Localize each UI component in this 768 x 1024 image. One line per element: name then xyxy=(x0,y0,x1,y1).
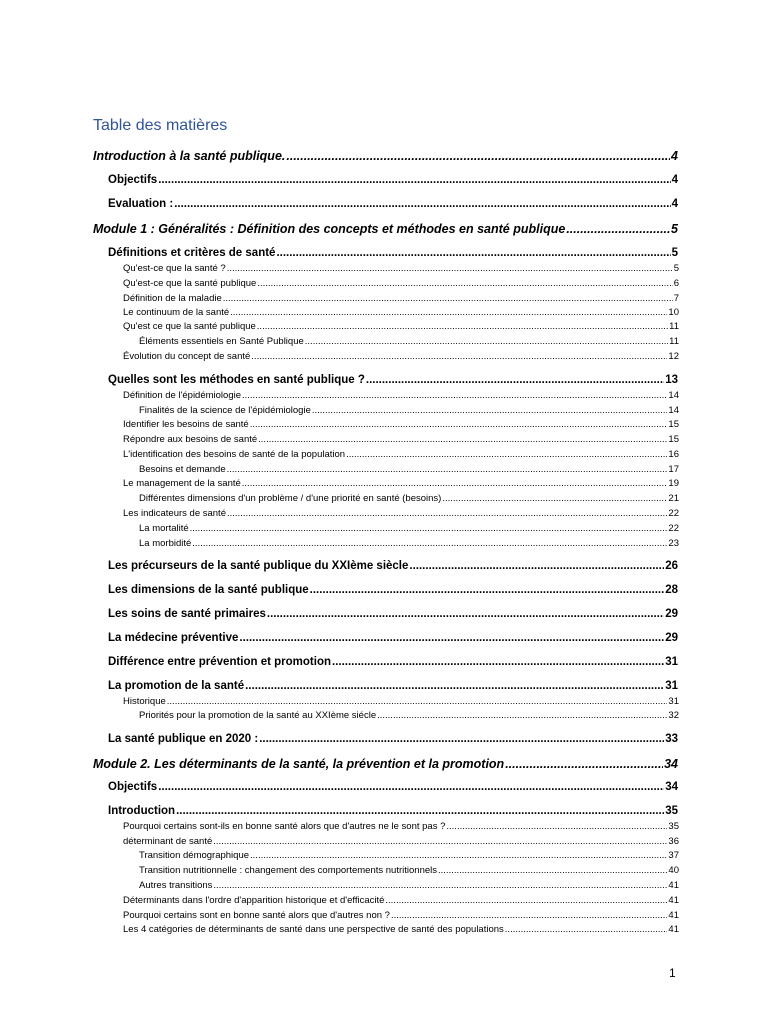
toc-entry[interactable] xyxy=(139,464,679,475)
toc-entry-title: La médecine préventive xyxy=(108,632,239,644)
toc-dot-leader xyxy=(346,449,667,460)
toc-dot-leader xyxy=(174,198,670,210)
toc-dot-leader xyxy=(409,560,664,572)
toc-entry-page: 15 xyxy=(668,419,679,430)
toc-entry[interactable] xyxy=(108,680,678,692)
toc-dot-leader xyxy=(213,836,667,847)
toc-dot-leader xyxy=(258,434,667,445)
toc-entry-title: Qu'est ce que la santé publique xyxy=(123,321,256,332)
toc-entry-page: 41 xyxy=(668,880,679,891)
toc-entry-page: 14 xyxy=(668,390,679,401)
toc-entry[interactable] xyxy=(108,560,678,572)
toc-entry-page: 5 xyxy=(671,247,678,259)
toc-entry[interactable] xyxy=(123,924,679,935)
toc-entry[interactable] xyxy=(123,478,679,489)
toc-dot-leader xyxy=(385,895,667,906)
toc-entry[interactable] xyxy=(108,247,678,259)
toc-entry-page: 15 xyxy=(668,434,679,445)
toc-entry[interactable] xyxy=(108,733,678,745)
toc-entry-title: Quelles sont les méthodes en santé publique ? xyxy=(108,374,365,386)
toc-dot-leader xyxy=(242,390,667,401)
toc-entry-title: Module 2. Les déterminants de la santé, la prévention et la promotion xyxy=(93,757,505,771)
toc-entry-title: Les précurseurs de la santé publique du XXIème siècle xyxy=(108,560,409,572)
toc-entry-title: Définition de l'épidémiologie xyxy=(123,390,241,401)
toc-dot-leader xyxy=(242,478,668,489)
toc-entry[interactable] xyxy=(139,880,679,891)
toc-dot-leader xyxy=(366,374,664,386)
toc-entry-title: La promotion de la santé xyxy=(108,680,245,692)
toc-dot-leader xyxy=(438,865,667,876)
toc-entry-page: 31 xyxy=(665,680,678,692)
toc-entry[interactable] xyxy=(123,278,679,289)
toc-entry[interactable] xyxy=(139,538,679,549)
toc-entry[interactable] xyxy=(139,493,679,504)
toc-entry[interactable] xyxy=(108,198,678,210)
toc-entry-page: 41 xyxy=(668,895,679,906)
toc-entry-page: 11 xyxy=(669,336,679,347)
toc-entry-title: Evaluation : xyxy=(108,198,174,210)
toc-entry[interactable] xyxy=(123,390,679,401)
toc-entry-title: Les dimensions de la santé publique xyxy=(108,584,309,596)
toc-dot-leader xyxy=(250,850,667,861)
toc-entry[interactable] xyxy=(123,307,679,318)
toc-entry-title: Qu'est-ce que la santé ? xyxy=(123,263,226,274)
toc-entry[interactable] xyxy=(139,710,679,721)
toc-title: Table des matières xyxy=(93,117,228,134)
toc-entry-page: 22 xyxy=(668,508,679,519)
toc-entry-title: Introduction xyxy=(108,805,176,817)
toc-entry-title: Pourquoi certains sont-ils en bonne santé alors que d'autres ne le sont pas ? xyxy=(123,821,446,832)
toc-entry[interactable] xyxy=(123,321,679,332)
toc-entry-title: Définitions et critères de santé xyxy=(108,247,276,259)
toc-entry[interactable] xyxy=(108,656,678,668)
toc-entry-title: Le continuum de la santé xyxy=(123,307,230,318)
toc-entry-title: Objectifs xyxy=(108,781,158,793)
toc-entry-page: 34 xyxy=(664,757,678,771)
toc-dot-leader xyxy=(227,508,667,519)
toc-entry-page: 41 xyxy=(668,924,679,935)
toc-entry-title: Module 1 : Généralités : Définition des concepts et méthodes en santé publique xyxy=(93,222,566,236)
toc-entry[interactable] xyxy=(123,293,679,304)
toc-entry-page: 29 xyxy=(665,632,678,644)
toc-entry-page: 17 xyxy=(668,464,679,475)
toc-dot-leader xyxy=(257,321,668,332)
toc-dot-leader xyxy=(251,351,667,362)
toc-entry[interactable] xyxy=(139,523,679,534)
toc-dot-leader xyxy=(158,781,664,793)
toc-entry[interactable] xyxy=(93,757,678,771)
toc-entry-title: Les soins de santé primaires xyxy=(108,608,266,620)
toc-entry-page: 35 xyxy=(668,821,679,832)
toc-dot-leader xyxy=(250,419,668,430)
toc-entry-page: 31 xyxy=(668,696,679,707)
toc-entry-page: 6 xyxy=(673,278,679,289)
toc-entry-title: Éléments essentiels en Santé Publique xyxy=(139,336,304,347)
toc-entry[interactable] xyxy=(108,805,678,817)
toc-entry[interactable] xyxy=(139,405,679,416)
toc-dot-leader xyxy=(239,632,664,644)
toc-entry-title: Priorités pour la promotion de la santé au XXIème siécle xyxy=(139,710,377,721)
toc-entry-page: 22 xyxy=(668,523,679,534)
toc-entry[interactable] xyxy=(123,821,679,832)
toc-dot-leader xyxy=(227,263,673,274)
toc-entry[interactable] xyxy=(139,865,679,876)
toc-dot-leader xyxy=(505,757,663,771)
toc-entry-page: 28 xyxy=(665,584,678,596)
toc-entry[interactable] xyxy=(123,836,679,847)
toc-entry-title: Historique xyxy=(123,696,166,707)
toc-dot-leader xyxy=(286,149,670,163)
toc-entry-title: Évolution du concept de santé xyxy=(123,351,251,362)
toc-entry-title: Transition nutritionnelle : changement des comportements nutritionnels xyxy=(139,865,438,876)
toc-entry[interactable] xyxy=(108,374,678,386)
toc-dot-leader xyxy=(312,405,668,416)
toc-entry-page: 35 xyxy=(665,805,678,817)
toc-dot-leader xyxy=(167,696,668,707)
toc-entry-title: Déterminants dans l'ordre d'apparition historique et d'efficacité xyxy=(123,895,385,906)
toc-entry-page: 41 xyxy=(668,910,679,921)
toc-entry-page: 33 xyxy=(665,733,678,745)
toc-entry[interactable] xyxy=(108,781,678,793)
toc-entry-page: 11 xyxy=(669,321,679,332)
toc-dot-leader xyxy=(245,680,664,692)
toc-dot-leader xyxy=(391,910,667,921)
toc-entry[interactable] xyxy=(123,263,679,274)
toc-dot-leader xyxy=(446,821,667,832)
toc-entry-page: 16 xyxy=(668,449,679,460)
toc-entry-title: Différence entre prévention et promotion xyxy=(108,656,332,668)
toc-entry-title: Pourquoi certains sont en bonne santé alors que d'autres non ? xyxy=(123,910,390,921)
toc-entry-title: La santé publique en 2020 : xyxy=(108,733,259,745)
toc-entry-page: 12 xyxy=(668,351,679,362)
toc-entry-title: Transition démographique xyxy=(139,850,250,861)
toc-entry-page: 21 xyxy=(668,493,679,504)
toc-entry[interactable] xyxy=(123,508,679,519)
toc-dot-leader xyxy=(377,710,667,721)
toc-entry[interactable] xyxy=(108,632,678,644)
toc-dot-leader xyxy=(305,336,668,347)
toc-dot-leader xyxy=(566,222,670,236)
toc-entry[interactable] xyxy=(123,449,679,460)
toc-entry-page: 7 xyxy=(673,293,679,304)
toc-entry-page: 26 xyxy=(665,560,678,572)
toc-entry[interactable] xyxy=(123,696,679,707)
toc-entry[interactable] xyxy=(108,608,678,620)
toc-entry-title: Objectifs xyxy=(108,174,158,186)
toc-entry-title: Le management de la santé xyxy=(123,478,241,489)
toc-entry-title: L'identification des besoins de santé de la population xyxy=(123,449,346,460)
toc-dot-leader xyxy=(176,805,664,817)
toc-dot-leader xyxy=(227,464,668,475)
toc-dot-leader xyxy=(259,733,664,745)
toc-entry-title: Autres transitions xyxy=(139,880,213,891)
toc-entry-page: 31 xyxy=(665,656,678,668)
toc-entry-page: 5 xyxy=(673,263,679,274)
toc-entry-page: 4 xyxy=(671,198,678,210)
toc-dot-leader xyxy=(213,880,667,891)
toc-dot-leader xyxy=(223,293,673,304)
toc-entry[interactable] xyxy=(93,222,678,236)
toc-entry[interactable] xyxy=(139,336,679,347)
toc-entry[interactable] xyxy=(123,910,679,921)
toc-dot-leader xyxy=(267,608,664,620)
toc-entry[interactable] xyxy=(123,895,679,906)
page-number: 1 xyxy=(669,966,676,980)
toc-entry[interactable] xyxy=(123,419,679,430)
toc-entry-page: 4 xyxy=(671,174,678,186)
toc-entry-page: 36 xyxy=(668,836,679,847)
toc-dot-leader xyxy=(230,307,667,318)
toc-entry-title: déterminant de santé xyxy=(123,836,213,847)
toc-entry-title: Besoins et demande xyxy=(139,464,226,475)
toc-entry-page: 40 xyxy=(668,865,679,876)
toc-entry-title: La mortalité xyxy=(139,523,189,534)
toc-entry-title: La morbidité xyxy=(139,538,192,549)
toc-entry-title: Définition de la maladie xyxy=(123,293,222,304)
toc-dot-leader xyxy=(276,247,670,259)
toc-entry-title: Introduction à la santé publique. xyxy=(93,149,286,163)
toc-entry[interactable] xyxy=(123,351,679,362)
toc-entry-page: 14 xyxy=(668,405,679,416)
toc-dot-leader xyxy=(192,538,667,549)
toc-dot-leader xyxy=(310,584,665,596)
toc-entry[interactable] xyxy=(108,174,678,186)
toc-entry[interactable] xyxy=(108,584,678,596)
toc-entry-page: 32 xyxy=(668,710,679,721)
toc-entry-page: 29 xyxy=(665,608,678,620)
toc-entry[interactable] xyxy=(93,149,678,163)
toc-entry-page: 37 xyxy=(668,850,679,861)
toc-entry-title: Répondre aux besoins de santé xyxy=(123,434,258,445)
toc-dot-leader xyxy=(442,493,667,504)
toc-entry-page: 10 xyxy=(668,307,679,318)
toc-dot-leader xyxy=(257,278,672,289)
toc-entry-title: Les indicateurs de santé xyxy=(123,508,226,519)
toc-entry-title: Finalités de la science de l'épidémiologie xyxy=(139,405,311,416)
toc-entry-page: 19 xyxy=(668,478,679,489)
toc-entry-page: 23 xyxy=(668,538,679,549)
toc-dot-leader xyxy=(190,523,668,534)
toc-dot-leader xyxy=(332,656,664,668)
toc-entry-page: 13 xyxy=(665,374,678,386)
toc-entry-title: Identifier les besoins de santé xyxy=(123,419,249,430)
toc-entry-page: 4 xyxy=(671,149,678,163)
toc-entry-page: 34 xyxy=(665,781,678,793)
toc-entry[interactable] xyxy=(139,850,679,861)
toc-entry-page: 5 xyxy=(671,222,678,236)
toc-entry-title: Qu'est-ce que la santé publique xyxy=(123,278,257,289)
toc-dot-leader xyxy=(505,924,668,935)
toc-dot-leader xyxy=(158,174,670,186)
toc-entry-title: Les 4 catégories de déterminants de santé dans une perspective de santé des populations xyxy=(123,924,504,935)
toc-entry[interactable] xyxy=(123,434,679,445)
toc-entry-title: Différentes dimensions d'un problème / d'une priorité en santé (besoins) xyxy=(139,493,442,504)
